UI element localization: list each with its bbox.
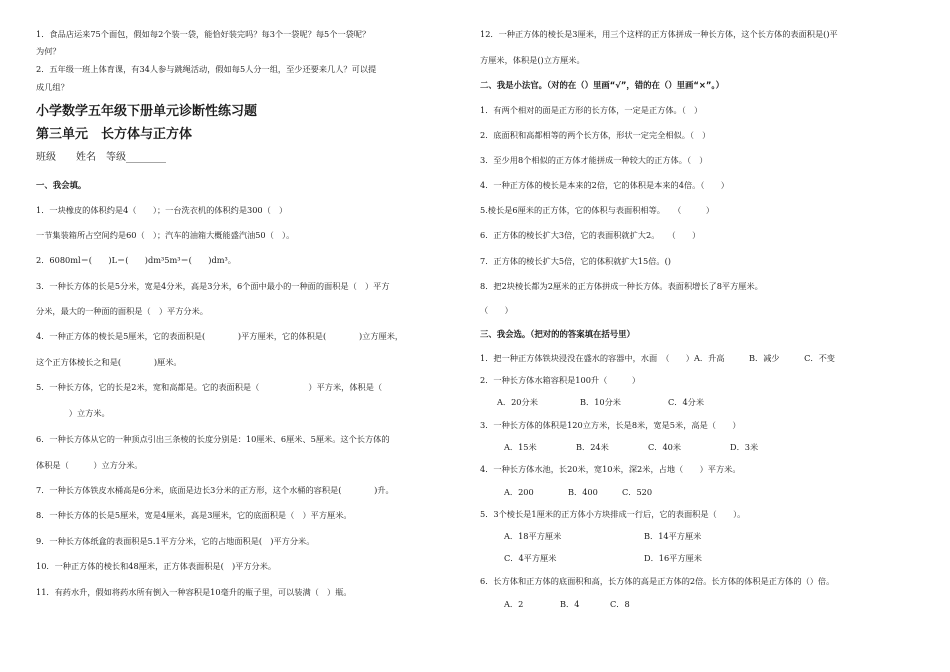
fill-item: 方厘米，体积是()立方厘米。 [480,55,585,65]
judge-item: 7．正方体的棱长扩大5倍，它的体积就扩大15倍。() [480,256,671,266]
choice-question: 3．一种长方体的体积是120立方米，长是8米，宽是5米，高是（ ） [480,420,741,430]
fill-item: 7．一种长方体铁皮水桶高是6分米，底面是边长3分米的正方形，这个水桶的容积是( )升。 [36,485,394,495]
fill-item: 12．一种正方体的棱长是3厘米，用三个这样的正方体拼成一种长方体，这个长方体的表面积是()平 [480,29,838,39]
choice-option: A．20分米 [497,397,538,407]
fill-item: 2．6080ml＝( )L＝( )dm³5m³＝( )dm³。 [36,255,236,265]
student-info-line: 班级 姓名 等级________ [36,152,166,163]
fill-item: 11．有药水升，假如将药水所有倒入一种容积是10毫升的瓶子里，可以装满（ ）瓶。 [36,587,352,597]
judge-item: 1．有两个相对的面是正方形的长方体，一定是正方体。（ ） [480,105,703,115]
section-1-heading: 一、我会填。 [36,180,87,190]
choice-option: A．2 [504,599,524,609]
section-3-heading: 三、我会选。（把对的的答案填在括号里） [480,329,635,339]
choice-option: D．16平方厘米 [644,553,702,563]
fill-item: 4．一种正方体的棱长是5厘米，它的表面积是( )平方厘米，它的体积是( )立方厘米， [36,331,404,341]
judge-item: 4．一种正方体的棱长是本来的2倍，它的体积是本来的4倍。（ ） [480,180,729,190]
fill-item: 6．一种长方体从它的一种顶点引出三条棱的长度分别是：10厘米、6厘米、5厘米。这个长方体的 [36,434,390,444]
word-problem-2-line1: 2．五年级一班上体育课，有34人参与跳绳活动，假如每5人分一组，至少还要来几人？可以提 [36,64,377,74]
judge-item: 6．正方体的棱长扩大3倍，它的表面积就扩大2。 （ ） [480,230,701,240]
choice-option: C．4平方厘米 [504,553,557,563]
fill-item: 8．一种长方体的长是5厘米，宽是4厘米，高是3厘米，它的底面积是（ ）平方厘米。 [36,510,352,520]
fill-item: 1．一块橡皮的体积约是4（ ）；一台洗衣机的体积约是300（ ） [36,205,288,215]
fill-item: 9．一种长方体纸盒的表面积是5.1平方分米，它的占地面积是( )平方分米。 [36,536,315,546]
choice-option: B．10分米 [580,397,621,407]
choice-question: 5．3个棱长是1厘米的正方体小方块排成一行后，它的表面积是（ ）。 [480,509,746,519]
choice-option: B．4 [560,599,580,609]
word-problem-1-line2: 为何？ [36,46,61,56]
choice-option: B．14平方厘米 [644,531,702,541]
choice-option: C．40米 [648,442,682,452]
judge-item: （ ） [480,305,513,315]
choice-question: 2．一种长方体水箱容积是100升（ ） [480,375,641,385]
right-column [480,0,925,672]
fill-item: 10．一种正方体的棱长和48厘米，正方体表面积是( )平方分米。 [36,561,277,571]
fill-item: 体积是（ ）立方分米。 [36,460,143,470]
choice-option: C．8 [610,599,630,609]
fill-item: 这个正方体棱长之和是( )厘米。 [36,357,182,367]
fill-item: 3．一种长方体的长是5分米，宽是4分米，高是3分米，6个面中最小的一种面的面积是（ ）平方 [36,281,390,291]
choice-option: C．520 [622,487,653,497]
choice-question: 1．把一种正方体铁块浸没在盛水的容器中，水面 （ ）A．升高 B．减少 C．不变 [480,353,835,363]
choice-option: D．3米 [730,442,759,452]
judge-item: 2．底面积和高都相等的两个长方体，形状一定完全相似。（ ） [480,130,711,140]
choice-option: B．24米 [576,442,609,452]
section-2-heading: 二、我是小法官。（对的在（）里画“√”，错的在（）里画“×”。） [480,80,724,90]
word-problem-2-line2: 成几组？ [36,82,69,92]
choice-option: A．18平方厘米 [504,531,562,541]
fill-item: 一节集装箱所占空间约是60（ ）；汽车的油箱大概能盛汽油50（ ）。 [36,230,295,240]
word-problem-1-line1: 1．食品店运来75个面包，假如每2个装一袋，能恰好装完吗？每3个一袋呢？每5个一袋呢？ [36,29,371,39]
judge-item: 8．把2块棱长都为2厘米的正方体拼成一种长方体。表面积增长了8平方厘米。 [480,281,763,291]
choice-option: B．400 [568,487,598,497]
choice-question: 4．一种长方体水池，长20米，宽10米，深2米，占地（ ）平方米。 [480,464,741,474]
fill-item: 5．一种长方体，它的长是2米，宽和高都是。它的表面积是（ ）平方米，体积是（ [36,382,383,392]
fill-item: 分米，最大的一种面的面积是（ ）平方分米。 [36,306,208,316]
judge-item: 3．至少用8个相似的正方体才能拼成一种较大的正方体。（ ） [480,155,708,165]
left-column [36,0,471,672]
judge-item: 5.棱长是6厘米的正方体，它的体积与表面积相等。 （ ） [480,205,715,215]
choice-option: C．4分米 [668,397,705,407]
choice-option: A．15米 [504,442,537,452]
choice-question: 6．长方体和正方体的底面积和高，长方体的高是正方体的2倍。长方体的体积是正方体的（）倍。 [480,576,835,586]
worksheet-title: 小学数学五年级下册单元诊断性练习题 [36,104,258,119]
unit-title: 第三单元 长方体与正方体 [36,127,193,142]
choice-option: A．200 [504,487,534,497]
fill-item: ）立方米。 [36,408,110,418]
